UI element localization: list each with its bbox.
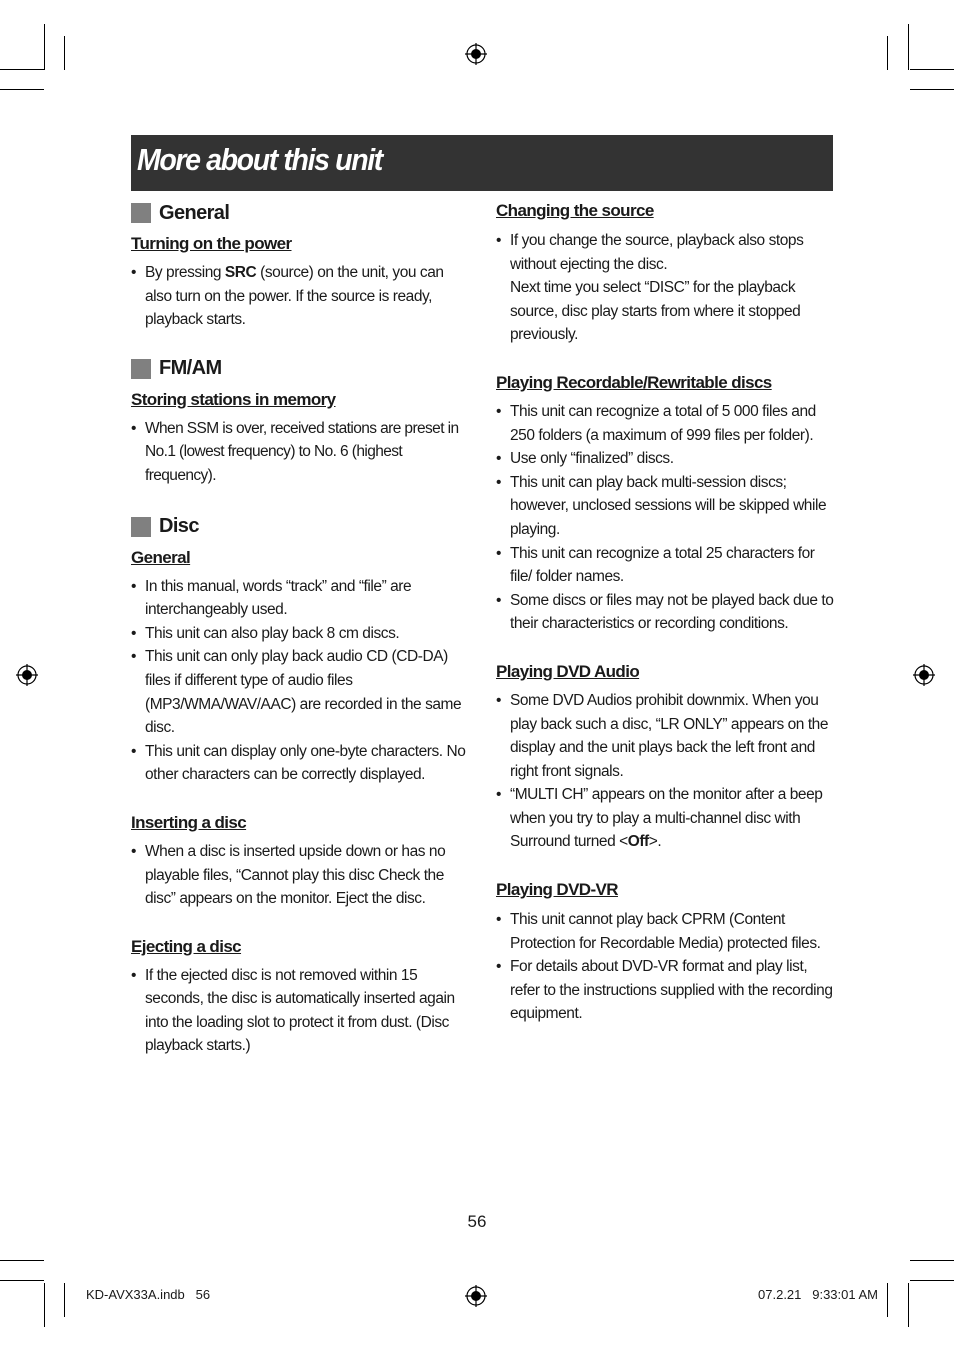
list-item: • By pressing SRC (source) on the unit, you can also turn on the power. If the source is ready, playback starts.: [131, 261, 471, 332]
list-item: • This unit can play back multi-session discs; however, unclosed sessions will be skipped while playing.: [496, 471, 836, 542]
crop-mark: [64, 36, 65, 70]
subheading-changing-source: Changing the source: [496, 201, 654, 220]
list-item: • This unit can display only one-byte characters. No other characters can be correctly displayed.: [131, 740, 471, 787]
bullet-list: [131, 417, 471, 488]
subheading-recordable-discs: Playing Recordable/Rewritable discs: [496, 372, 772, 392]
list-item: • When SSM is over, received stations are preset in No.1 (lowest frequency) to No. 6 (highest frequency).: [131, 417, 471, 488]
crop-mark: [0, 89, 44, 90]
crop-mark: [0, 1260, 44, 1261]
crop-mark: [0, 69, 44, 70]
crop-mark: [64, 1283, 65, 1317]
section-heading-label: Disc: [159, 515, 199, 538]
crop-mark: [44, 24, 45, 70]
subheading-storing-stations: Storing stations in memory: [131, 389, 336, 409]
crop-mark: [908, 24, 909, 70]
title-bar: [131, 135, 833, 191]
list-item: • When a disc is inserted upside down or has no playable files, “Cannot play this disc Check the disc” appears on the monitor. Eject the disc.: [131, 840, 471, 911]
right-column: [496, 200, 836, 1026]
section-heading-general: [131, 200, 471, 226]
crop-mark: [910, 1260, 954, 1261]
list-item: • This unit can recognize a total of 5 000 files and 250 folders (a maximum of 999 files per folder).: [496, 400, 836, 447]
registration-mark-icon: [465, 1285, 487, 1307]
page-number: 56: [467, 1212, 487, 1231]
footer-timestamp: 07.2.21 9:33:01 AM: [758, 1287, 878, 1302]
section-heading-label: FM/AM: [159, 357, 222, 380]
section-heading-fmam: [131, 356, 471, 382]
crop-mark: [910, 69, 954, 70]
crop-mark: [0, 1280, 44, 1281]
page-title: More about this unit: [137, 142, 382, 177]
list-item: • If you change the source, playback also stops without ejecting the disc. Next time you select “DISC” for the playback source, disc play starts from where it stopped previously.: [496, 229, 836, 347]
list-item: • Some discs or files may not be played back due to their characteristics or recording conditions.: [496, 589, 836, 636]
bullet-list: [496, 908, 836, 1026]
list-item: • In this manual, words “track” and “file” are interchangeably used.: [131, 575, 471, 622]
registration-mark-icon: [465, 43, 487, 65]
subheading-inserting-disc: Inserting a disc: [131, 812, 247, 832]
footer-file-name: KD-AVX33A.indb 56: [86, 1287, 211, 1302]
crop-mark: [887, 1283, 888, 1317]
section-square-icon: [131, 359, 151, 379]
section-square-icon: [131, 203, 151, 223]
list-item: • For details about DVD-VR format and play list, refer to the instructions supplied with the recording equipment.: [496, 955, 836, 1026]
crop-mark: [887, 36, 888, 70]
list-item: • This unit cannot play back CPRM (Content Protection for Recordable Media) protected files.: [496, 908, 836, 955]
crop-mark: [44, 1283, 45, 1327]
subheading-dvd-vr: Playing DVD-VR: [496, 880, 618, 900]
section-heading-label: General: [159, 201, 230, 224]
registration-mark-icon: [16, 664, 38, 686]
list-item: • This unit can also play back 8 cm discs.: [131, 622, 471, 646]
list-item: • Some DVD Audios prohibit downmix. When you play back such a disc, “LR ONLY” appears on the display and the unit plays back the left front and right front signals.: [496, 689, 836, 783]
list-item: • If the ejected disc is not removed within 15 seconds, the disc is automatically inserted again into the loading slot to protect it from dust. (Disc playback starts.): [131, 964, 471, 1058]
list-item: • This unit can recognize a total 25 characters for file/ folder names.: [496, 542, 836, 589]
section-heading-disc: [131, 514, 471, 540]
bullet-list: [131, 840, 471, 911]
bullet-list: [131, 575, 471, 787]
crop-mark: [908, 1283, 909, 1327]
list-item: • Use only “finalized” discs.: [496, 447, 836, 471]
section-square-icon: [131, 517, 151, 537]
subheading-ejecting-disc: Ejecting a disc: [131, 936, 242, 956]
bullet-list: [496, 400, 836, 636]
registration-mark-icon: [913, 664, 935, 686]
list-item: • This unit can only play back audio CD (CD-DA) files if different type of audio files (MP3/WMA/WAV/AAC) are recorded in the same disc.: [131, 645, 471, 739]
list-item: • “MULTI CH” appears on the monitor after a beep when you try to play a multi-channel disc with Surround turned <Off>.: [496, 783, 836, 854]
bullet-list: [131, 964, 471, 1058]
left-column: [131, 200, 471, 1058]
subheading-disc-general: General: [131, 547, 191, 567]
crop-mark: [910, 89, 954, 90]
bullet-list: [131, 261, 471, 332]
subheading-turning-on-power: Turning on the power: [131, 234, 292, 253]
bullet-list: [496, 689, 836, 854]
subheading-dvd-audio: Playing DVD Audio: [496, 661, 640, 681]
bullet-list: [496, 229, 836, 347]
crop-mark: [910, 1280, 954, 1281]
